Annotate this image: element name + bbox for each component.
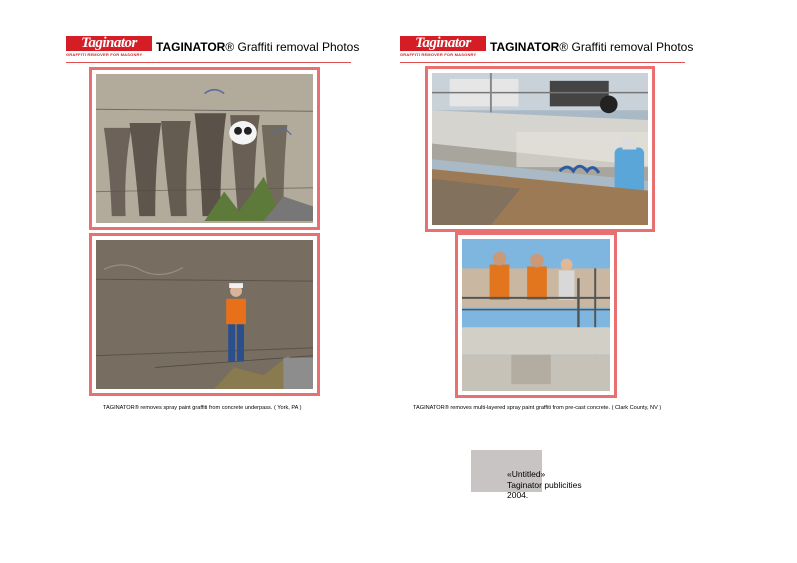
header-rule	[66, 62, 351, 63]
before-photo-image	[432, 73, 648, 225]
title-brand: TAGINATOR	[490, 40, 560, 54]
after-photo	[455, 232, 617, 398]
page-title	[156, 40, 359, 54]
note-title: «Untitled»	[507, 469, 546, 479]
logo-text: Taginator	[400, 36, 486, 51]
page-header	[400, 35, 694, 62]
page-header	[66, 35, 360, 62]
after-photo-image	[462, 239, 610, 391]
header-rule	[400, 62, 685, 63]
title-rest: ® Graffiti removal Photos	[225, 40, 360, 54]
before-photo	[89, 67, 320, 230]
caption-left: TAGINATOR® removes spray paint graffiti from concrete underpass. ( York, PA )	[103, 405, 302, 411]
logo-subtext: GRAFFITI REMOVER FOR MASONRY	[400, 52, 477, 57]
taginator-logo	[400, 36, 486, 58]
credit-note	[507, 469, 582, 501]
before-photo-image	[96, 74, 313, 223]
note-subtitle: Taginator publicities	[507, 479, 582, 490]
logo-subtext: GRAFFITI REMOVER FOR MASONRY	[66, 52, 143, 57]
logo-text: Taginator	[66, 36, 152, 51]
title-rest: ® Graffiti removal Photos	[559, 40, 694, 54]
page-title	[490, 40, 693, 54]
caption-right: TAGINATOR® removes multi-layered spray paint graffiti from pre-cast concrete. ( Clark County, NV )	[413, 405, 662, 411]
before-photo	[425, 66, 655, 232]
after-photo-image	[96, 240, 313, 389]
note-year: 2004.	[507, 490, 529, 500]
title-brand: TAGINATOR	[156, 40, 226, 54]
taginator-logo	[66, 36, 152, 58]
left-page	[66, 0, 366, 440]
after-photo	[89, 233, 320, 396]
right-page	[400, 0, 700, 440]
